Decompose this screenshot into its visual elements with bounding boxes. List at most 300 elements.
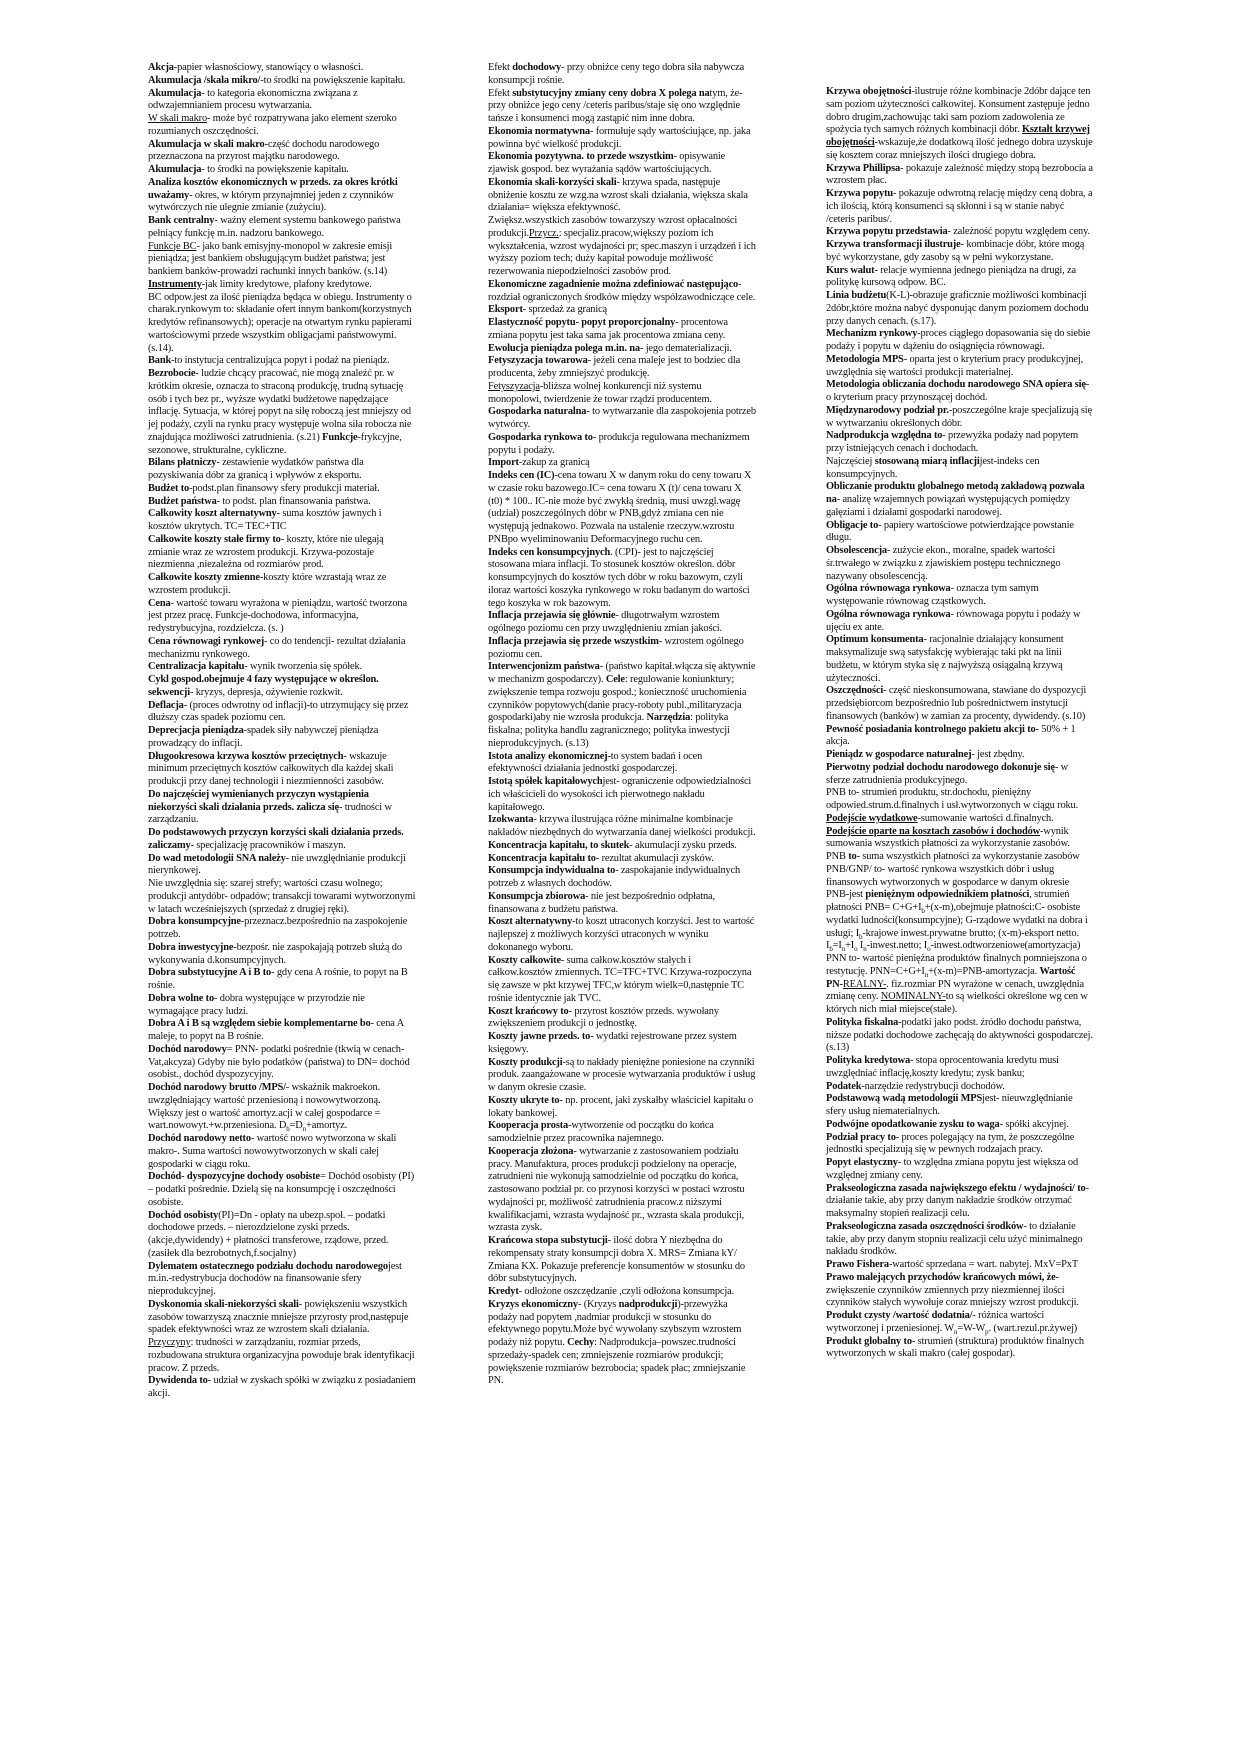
entry-term: Akumulacja /skala mikro/ — [148, 74, 261, 86]
entry-text: REALNY- — [842, 978, 887, 990]
glossary-entry — [488, 661, 756, 750]
entry-text: PNB to- strumień produktu, str.dochodu, pieniężny odpowied.strum.d.finalnych i usł.wytworzonych w ciągu roku. — [826, 787, 1079, 811]
subscript: b — [829, 945, 833, 954]
entry-term: pieniężnym odpowiednikiem płatności — [865, 889, 1030, 901]
entry-text: - równowaga popytu i podaży w ujęciu ex ante. — [826, 608, 1081, 633]
entry-text: = Dochód osobisty (PI) – podatki pośrednie. Dzielą się na konsumpcję i oszczędności osobiste. — [148, 1171, 415, 1208]
entry-term: Bank centralny — [148, 215, 215, 226]
entry-text: - krzywa spada, następuje obniżenie kosztu ze wzg.na wzrost skali działania, większa skala działania= większa efektywność. — [488, 176, 748, 214]
entry-text: - powiększeniu wszystkich zasobów towarzyszą znacznie mniejsze przyrosty prod,następuje spadek efektywności wraz ze wzrostem skali działania. — [148, 1298, 409, 1336]
glossary-entry — [148, 942, 416, 968]
glossary-entry — [148, 534, 416, 572]
entry-text: PNB — [826, 851, 849, 862]
entry-text: - wzrostem ogólnego poziomu cen. — [488, 635, 744, 660]
entry-text: - cena A maleje, to popyt na B rośnie. — [148, 1018, 404, 1042]
entry-term: Krańcowa stopa substytucji — [488, 1235, 608, 1246]
entry-term: Narzędzia — [646, 712, 691, 724]
glossary-entry — [826, 1259, 1094, 1272]
glossary-entry — [488, 343, 756, 356]
glossary-entry — [148, 139, 416, 165]
glossary-entry — [826, 1081, 1094, 1094]
glossary-entry — [488, 215, 756, 279]
entry-text: - kryzys, depresja, ożywienie rozkwit. — [189, 686, 343, 698]
entry-term: Podejście wydatkowe — [826, 812, 918, 824]
entry-term: Kooperacja złożona — [488, 1145, 574, 1157]
subscript: o — [927, 945, 931, 954]
entry-term: Obsolescencja — [826, 545, 887, 556]
glossary-entry — [826, 86, 1094, 163]
glossary-entry — [148, 368, 416, 457]
entry-text: - (Kryzys — [577, 1298, 619, 1310]
glossary-column-3 — [826, 86, 1094, 1361]
entry-term: Akcja- — [148, 62, 178, 73]
glossary-entry — [148, 751, 416, 789]
entry-text: - wskaźnik makroekon. uwzględniający wartość przeniesioną i nowowytworzoną. Większy jest o wartość amortyz.acji w całej gospodarce = wart.nowowyt.+w.przeniesiona. D — [148, 1082, 381, 1132]
entry-term: Polityka fiskalna — [826, 1016, 899, 1028]
entry-text: - wytwarzanie z zastosowaniem podziału pracy. Manufaktura, proces produkcji podzielony na operacje, zatrudnieni nie wykonują samodzielnie od początku do końca, zastosowano podział pr. co przynosi korzyści w postaci wzrostu wydajności pr, możliwość zatrudnienia pracow.z niższymi kwalifikacjami, wzrasta wydajność pr., wzrasta skala produkcji, wzrasta zysk. — [488, 1145, 745, 1234]
glossary-entry — [148, 1210, 416, 1261]
glossary-entry — [488, 1057, 756, 1095]
glossary-entry — [148, 241, 416, 292]
glossary-entry — [488, 1235, 756, 1286]
entry-text: - wydatki rejestrowane przez system księgowy. — [488, 1031, 737, 1055]
entry-text: +(x-m)=PNB-amortyzacja. — [928, 965, 1040, 977]
entry-text: - suma wszystkich płatności za wykorzystanie zasobów — [856, 851, 1080, 862]
entry-term: Kurs walut — [826, 264, 875, 276]
entry-text: Przyczyny — [148, 1337, 191, 1348]
entry-text: tym, że- przy obniżce jego ceny /ceteris paribus/staje się ono względnie tańsze i konsumenci mogą zastąpić nim inne dobra. — [488, 87, 743, 124]
glossary-entry — [826, 1336, 1094, 1362]
glossary-entry — [148, 789, 416, 827]
entry-term: Krzywa obojętności — [826, 86, 912, 97]
entry-text: BC odpow.jest za ilość pieniądza będąca w obiegu. Instrumenty o charak.rynkowym to: składanie ofert innym bankom(korzystnych kredytów refinansowych); operacje na otwartym rynku papierami wartościowymi przede wszystkim obligacjami państwowymi. (s.14). — [148, 291, 412, 354]
glossary-entry — [148, 916, 416, 942]
entry-term: Do podstawowych przyczyn korzyści skali działania przeds. zaliczamy — [148, 827, 404, 851]
entry-text: I — [857, 940, 864, 952]
glossary-entry — [148, 164, 416, 177]
glossary-entry — [826, 1183, 1094, 1221]
glossary-entry — [488, 547, 756, 611]
glossary-entry — [488, 457, 756, 470]
entry-term: Izokwanta — [488, 814, 534, 826]
glossary-entry — [488, 636, 756, 662]
entry-text: -to środki na powiększenie kapitału. — [260, 74, 406, 86]
entry-term: Podwójne opodatkowanie zysku to waga — [826, 1118, 1000, 1130]
glossary-entry — [826, 354, 1094, 380]
entry-term: Deflacja — [148, 699, 184, 711]
glossary-entry — [826, 456, 1094, 482]
entry-text: - pokazuje zależność między stopą bezrobocia a wzrostem płac. — [826, 162, 1093, 187]
subscript: b — [859, 932, 863, 941]
entry-text: - relacje wymienna jednego pieniądza na drugi, za politykę kursową odpow. BC. — [826, 264, 1076, 289]
entry-text: - w sferze zatrudnienia produkcyjnego. — [826, 761, 1068, 786]
entry-text: PNB-jest — [826, 889, 866, 901]
glossary-entry — [148, 572, 416, 598]
entry-text: -to system badań i ocen efektywności działania jednostki gospodarczej. — [488, 750, 703, 775]
entry-text: - to kategoria ekonomiczna związana z odwzajemnianiem procesu wytwarzania. — [148, 87, 358, 112]
entry-text: - koszty, które nie ulegają zmianie wraz ze wzrostem produkcji. Krzywa-pozostaje niezmienna ,niezależna od rozmiarów prod. — [148, 533, 384, 571]
entry-term: Prakseologiczna zasada największego efektu / wydajności/ to — [826, 1182, 1086, 1194]
entry-text: - (proces odwrotny od inflacji)-to utrzymujący się przez dłuższy czas spadek poziomu cen. — [148, 699, 409, 724]
entry-text: : Nadprodukcja–powszec.trudności sprzedaży-spadek cen; zmniejszenie rozmiarów produkcji; powiększenie rozmiarów bezrobocia; spadek płac; zmniejszanie PN. — [488, 1337, 746, 1387]
entry-term: Analiza kosztów ekonomicznych w przeds. za okres krótki uważamy — [148, 176, 398, 201]
entry-text: -cena towaru X w danym roku do ceny towaru X w czasie roku bazowego.IC= cena towaru X (t)/ cena towaru X (t0) * 100.. IC-nie może być zwykłą średnią, musi uwzgl.wagę (udział) poszczególnych dóbr w PNB,gdyż zmiana cen nie występują jednakowo. Pozwala na ustalenie rzeczyw.wzrostu PNBpo wyeliminowaniu Deformacyjnego ruchu cen. — [488, 470, 752, 545]
entry-text: -bliższa wolnej konkurencji niż systemu monopolowi, twierdzenie że towar rządzi producentem. — [488, 380, 712, 405]
entry-text: jest m.in.-redystrybucja dochodów na finansowanie sfery nieprodukcyjnej. — [148, 1260, 402, 1297]
entry-text: - zestawienie wydatków państwa dla pozyskiwania dóbr za granicą i wpływów z eksportu. — [148, 457, 364, 481]
entry-term: Całkowite koszty stałe firmy to — [148, 533, 281, 545]
glossary-entry — [826, 226, 1094, 239]
entry-text: -sumowanie wartości d.finalnych. — [917, 812, 1054, 824]
entry-term: Ekonomiczne zagadnienie można zdefiniować następująco — [488, 278, 739, 290]
entry-text: -część dochodu narodowego przeznaczona na przyrost majątku narodowego. — [148, 138, 380, 163]
entry-text: jest- nieuwzględnianie sfery usług niematerialnych. — [826, 1093, 1073, 1117]
entry-text: - ludzie chcący pracować, nie mogą znaleźć pr. w krótkim okresie, oznacza to straconą produkcję, trudną sytuację osób i tych bez pr., wyższe wydatki budżetowe napędzające inflację. Sytuacja, w której popyt na siłę roboczą jest mniejszy od jej podaży, czyli na rynku pracy występuje wolna siła robocza nie znajdująca możliwości zatrudnienia. (s.21) — [148, 368, 412, 443]
glossary-entry — [826, 1132, 1094, 1158]
entry-term: Metodologia obliczania dochodu narodowego SNA opiera się — [826, 379, 1086, 391]
entry-term: Dobra konsumpcyjne — [148, 916, 241, 928]
entry-term: Elastyczność popytu- popyt proporcjonalny — [488, 317, 676, 328]
entry-term: Istotą spółek kapitałowych — [488, 776, 603, 787]
entry-text: - różnica wartości wytworzonej i przeniesionej. W — [826, 1310, 1045, 1334]
entry-text: - produkcja regulowana mechanizmem popytu i podaży. — [488, 431, 750, 456]
entry-text: - okres, w którym przynajmniej jeden z czynników wytwórczych nie ulegnie zmianie (zużyciu). — [148, 189, 394, 214]
entry-text: - zużycie ekon., moralne, spadek wartości śr.trwałego w związku z zjawiskiem postępu technicznego nazywany obsolescencją. — [826, 545, 1061, 582]
glossary-entry — [148, 674, 416, 700]
entry-text: jest-indeks cen konsumpcyjnych. — [826, 455, 1040, 480]
entry-term: Ekonomia pozytywna. to przede wszystkim — [488, 151, 674, 163]
glossary-entry — [826, 762, 1094, 788]
entry-term: Podejście oparte na kosztach zasobów i dochodów — [826, 825, 1041, 837]
entry-term: Inflacja przejawia się głównie — [488, 610, 616, 622]
entry-term: Dochód narodowy brutto /MPS/ — [148, 1082, 286, 1093]
glossary-entry — [826, 430, 1094, 456]
entry-text: - zależność popytu względem ceny. — [947, 226, 1090, 238]
glossary-column-2 — [488, 62, 756, 1388]
glossary-entry — [148, 88, 416, 114]
entry-term: Inflacja przejawia się przede wszystkim — [488, 635, 659, 647]
entry-text: - krzywa ilustrująca różne minimalne kombinacje nakładów niezbędnych do wytwarzania danej wielkości produkcji. — [488, 814, 756, 838]
entry-text: W skali makro — [148, 113, 208, 124]
glossary-entry — [148, 177, 416, 215]
entry-term: Mechanizm rynkowy — [826, 328, 918, 340]
glossary-entry — [826, 724, 1094, 750]
entry-text: - ważny element systemu bankowego państwa pełniący funkcję m.in. nadzoru bankowego. — [148, 215, 401, 239]
entry-term: Koncentracja kapitału, to skutek — [488, 839, 630, 851]
entry-text: - dobra występujące w przyrodzie nie wymagające pracy ludzi. — [148, 992, 365, 1017]
entry-text: - to środki na powiększenie kapitału. — [201, 164, 349, 175]
entry-text: = PNN- podatki pośrednie (tkwią w cenach-Vat,akcyza) Gdyby nie było podatków (państwa) to DN= dochód osobist., dochód dyspozycyjny. — [148, 1043, 410, 1081]
glossary-entry — [148, 62, 416, 75]
entry-text: jest- ograniczenie odpowiedzialności ich właścicieli do wysokości ich pierwotnego nakładu kapitałowego. — [488, 776, 752, 813]
glossary-entry — [148, 725, 416, 751]
glossary-entry — [488, 304, 756, 317]
glossary-entry — [826, 583, 1094, 609]
entry-text: - trudności w zarządzaniu. — [148, 801, 392, 826]
entry-term: substytucyjny zmiany ceny dobra X polega na — [512, 87, 710, 99]
entry-term: Koszt krańcowy to — [488, 1005, 569, 1017]
entry-text: -krajowe inwest.prywatne brutto; (x-m)-eksport netto. I — [826, 927, 1079, 952]
subscript: o — [854, 945, 858, 954]
entry-text: -bezpośr. nie zaspokajają potrzeb służą do wykonywania d.konsumpcyjnych. — [148, 941, 402, 966]
glossary-entry — [826, 163, 1094, 189]
glossary-entry — [826, 953, 1094, 1017]
glossary-entry — [148, 661, 416, 674]
glossary-entry — [488, 955, 756, 1006]
glossary-entry — [148, 1261, 416, 1299]
entry-text: to są wielkości określone wg cen w których nich miał miejsce(stałe). — [826, 991, 1088, 1015]
entry-term: Kształt krzywej obojętności — [826, 124, 1090, 148]
glossary-entry — [488, 1286, 756, 1299]
entry-term: Funkcje — [322, 431, 358, 443]
entry-text: -podatki jako podst. źródło dochodu państwa, niższe podatki dochodowe zachęcają do aktywności gospodarczej.(s.13) — [826, 1016, 1093, 1054]
entry-term: Całkowite koszty zmienne — [148, 572, 260, 583]
entry-term: Dobra wolne to — [148, 992, 215, 1004]
entry-text: - przewyżka podaży nad popytem przy istniejących cenach i dochodach. — [826, 430, 1079, 454]
glossary-entry — [148, 878, 416, 916]
entry-text: : trudności w zarządzaniu, rozmiar przeds, rozbudowana struktura organizacyjna powoduje brak identyfikacji pracow. Z przeds. — [148, 1337, 415, 1374]
glossary-entry — [826, 379, 1094, 405]
entry-term: Prawo Fishera — [826, 1259, 889, 1270]
entry-text: - suma całkow.kosztów stałych i całkow.kosztów zmiennych. TC=TFC+TVC Krzywa-rozpoczyna się zawsze w pkt krzywej TFC,w którym wielk=0,następnie TC rośnie identycznie jak TVC. — [488, 954, 752, 1004]
entry-text: - wynik tworzenia się spółek. — [244, 661, 362, 673]
glossary-entry — [148, 1171, 416, 1209]
entry-text: - formułuje sądy wartościujące, np. jaka powinna być wielkość produkcji. — [488, 125, 751, 150]
glossary-entry — [826, 520, 1094, 546]
entry-term: Produkt globalny to — [826, 1335, 912, 1347]
entry-text: -wynik sumowania wszystkich płatności za wykorzystanie zasobów. — [826, 825, 1070, 850]
glossary-entry — [148, 508, 416, 534]
entry-term: Ewolucja pieniądza polega m.in. na — [488, 342, 640, 354]
entry-text: -zakup za granicą — [518, 457, 590, 469]
entry-text: - udział w zyskach spółki w związku z posiadaniem akcji. — [148, 1375, 416, 1399]
entry-term: Linia budżetu — [826, 290, 887, 301]
glossary-entry — [148, 292, 416, 356]
glossary-entry — [148, 1082, 416, 1133]
entry-term: Koszty jawne przeds. to — [488, 1031, 591, 1042]
entry-term: Interwencjonizm państwa — [488, 661, 600, 673]
entry-text: - oparta jest o kryterium pracy produkcyjnej, uwzględnia się wartości produkcji materialnej. — [826, 353, 1084, 378]
entry-term: Krzywa popytu przedstawia — [826, 226, 948, 238]
entry-term: Podstawową wadą metodologii MPS — [826, 1093, 983, 1105]
entry-term: Ogólna równowaga rynkowa — [826, 608, 951, 620]
glossary-entry — [148, 75, 416, 88]
glossary-entry — [148, 457, 416, 483]
entry-text: - kombinacje dóbr, które mogą być wykorzystane, gdy zasoby są w pełni wykorzystane. — [826, 239, 1085, 263]
entry-term: Kryzys ekonomiczny — [488, 1298, 578, 1310]
entry-text: =W-W — [957, 1322, 986, 1334]
entry-text: Najczęściej — [826, 455, 875, 467]
entry-term: Cena — [148, 597, 171, 609]
entry-term: Import — [488, 457, 519, 469]
entry-text: -ilustruje różne kombinacje 2dóbr dające ten sam poziom użyteczności całkowitej. Konsument zastępuje jedno dobro drugim,zachowując taki sam poziom zadowolenia ze spożycia tych samych różnych kombinacji dóbr. — [826, 86, 1091, 136]
entry-text: NOMINALNY- — [880, 991, 946, 1003]
entry-text: - to wytwarzanie dla zaspokojenia potrzeb wytwórcy. — [488, 406, 756, 430]
entry-term: Fetyszyzacja towarowa — [488, 355, 588, 367]
subscript: n — [841, 945, 846, 954]
glossary-entry — [826, 1221, 1094, 1259]
entry-term: Dobra inwestycyjne — [148, 941, 234, 953]
entry-text: -to koszt utraconych korzyści. Jest to wartość najlepszej z możliwych korzyści utraconych w wyniku dokonanego wyboru. — [488, 916, 755, 953]
glossary-entry — [148, 496, 416, 509]
entry-text: - jako bank emisyjny-monopol w zakresie emisji pieniądza; jest bankiem obsługującym budżet państwa; jest bankiem banków-prowadzi rachunki innych banków. (s.14) — [148, 240, 393, 277]
glossary-entry — [488, 470, 756, 547]
glossary-entry — [488, 62, 756, 88]
entry-term: Indeks cen (IC) — [488, 470, 555, 481]
entry-term: Popyt elastyczny — [826, 1157, 898, 1168]
entry-text: , strumień płatności PNB= C+G+I — [826, 889, 1070, 913]
glossary-entry — [488, 1095, 756, 1121]
entry-text: - pokazuje odwrotną relację między ceną dobra, a ich ilością, którą konsumenci są skłonni i są w stanie nabyć /ceteris paribus/. — [826, 188, 1093, 225]
glossary-entry — [826, 1157, 1094, 1183]
entry-text: Efekt — [488, 62, 513, 73]
glossary-entry — [148, 700, 416, 726]
entry-text: papier własnościowy, stanowiący o własności. — [177, 62, 364, 73]
entry-text: - stopa oprocentowania kredytu musi uwzględniać inflację,koszty kredytu; zysk banku; — [826, 1055, 1059, 1079]
entry-text: =I — [832, 940, 842, 952]
entry-term: Koszty ukryte to — [488, 1094, 560, 1106]
glossary-entry — [488, 1299, 756, 1388]
entry-text: - oznacza tym samym występowanie równowag cząstkowych. — [826, 583, 1039, 607]
entry-text: -wartość sprzedana = wart. nabytej. MxV=PxT — [888, 1259, 1079, 1270]
entry-term: Obligacje to — [826, 519, 879, 531]
entry-text: - o kryterium pracy przynoszącej dochód. — [826, 379, 1090, 403]
glossary-entry — [488, 177, 756, 215]
entry-text: : regulowanie koniunktury; zwiększenie tempa rozwoju gospod.; konieczność uruchomienia czynników popytowych(danie pracy-roboty publ.,militaryzacja gospodarki)aby nie wzrosła produkcja. — [488, 674, 747, 724]
entry-term: Dyskonomia skali-niekorzyści skali — [148, 1298, 299, 1310]
entry-text: - to względna zmiana popytu jest większa od względnej zmiany ceny. — [826, 1157, 1079, 1181]
glossary-entry — [488, 1006, 756, 1032]
glossary-entry — [826, 864, 1094, 890]
glossary-entry — [488, 126, 756, 152]
subscript: p — [985, 1327, 989, 1336]
glossary-entry — [826, 290, 1094, 328]
entry-text: - strumień (struktura) produktów finalnych wytworzonych w skali makro (całej gospodar). — [826, 1335, 1084, 1360]
entry-text: . (wart.rezul.pr.żywej) — [988, 1322, 1078, 1334]
entry-term: Polityka kredytowa — [826, 1055, 910, 1066]
glossary-entry — [826, 1093, 1094, 1119]
entry-text: -poszczególne kraje specjalizują się w wytwarzaniu określonych dóbr. — [826, 404, 1092, 429]
entry-text: - jego dematerializacji. — [639, 342, 732, 354]
entry-term: Koszty produkcji — [488, 1056, 563, 1068]
entry-term: Dochód narodowy — [148, 1043, 227, 1055]
entry-term: Krzywa popytu — [826, 188, 894, 199]
glossary-entry — [826, 265, 1094, 291]
entry-text: Nie uwzględnia się: szarej strefy; wartości czasu wolnego; produkcji antydóbr- odpadów; transakcji towarami wytworzonymi w latach wcześniejszych (sprzedaż z drugiej ręki). — [148, 878, 416, 915]
entry-text: - długotrwałym wzrostem ogólnego poziomu cen przy uwzględnieniu zmian jakości. — [488, 610, 722, 634]
entry-text: -spadek siły nabywczej pieniądza prowadzący do inflacji. — [148, 725, 379, 749]
entry-text: -podst.plan finansowy sfery produkcji materiał. — [189, 482, 380, 494]
entry-term: Deprecjacja pieniądza — [148, 725, 244, 736]
entry-text: - akumulacji zysku przeds. — [629, 839, 737, 851]
entry-text: Przycz. — [528, 227, 559, 239]
entry-text: - działanie takie, aby przy danym nakładzie środków otrzymać maksymalny stopień realizacji celu. — [826, 1182, 1089, 1219]
glossary-entry — [148, 483, 416, 496]
entry-text: -wskazuje,że dodatkową ilość jednego dobra uzyskuje się kosztem coraz mniejszych ilości drugiego dobra. — [826, 137, 1093, 161]
entry-term: Optimum konsumenta — [826, 634, 924, 646]
entry-term: Produkt czysty /wartość dodatnia/ — [826, 1310, 973, 1321]
entry-text: - nie uwzględnianie produkcji nierynkowej. — [148, 852, 406, 877]
entry-text: +amortyz. — [305, 1120, 348, 1132]
entry-text: -koszty które wzrastają wraz ze wzrostem produkcji. — [148, 572, 387, 596]
entry-text: - suma kosztów jawnych i kosztów ukrytych. TC= TEC+TIC — [148, 508, 382, 532]
glossary-entry — [826, 609, 1094, 635]
glossary-entry — [148, 853, 416, 879]
entry-term: Dywidenda to — [148, 1375, 208, 1387]
glossary-entry — [488, 279, 756, 305]
entry-term: Oszczędności — [826, 685, 884, 697]
entry-term: Kooperacja prosta — [488, 1120, 569, 1132]
entry-term: stosowaną miarą inflacji — [874, 455, 980, 467]
glossary-entry — [488, 355, 756, 381]
glossary-entry — [148, 1133, 416, 1171]
glossary-entry — [488, 88, 756, 126]
entry-text: - proces polegający na tym, że poszczególne jednostki specjalizują się w pewnych rodzajach pracy. — [826, 1131, 1075, 1156]
glossary-entry — [826, 1055, 1094, 1081]
entry-text: -przeznacz.bezpośrednio na zaspokojenie potrzeb. — [148, 916, 408, 940]
glossary-entry — [488, 1031, 756, 1057]
entry-text: - rezultat akumulacji zysków. — [595, 852, 714, 864]
entry-text: - (państwo kapitał.włącza się aktywnie w mechanizm gospodarczy). — [488, 661, 756, 685]
glossary-entry — [826, 634, 1094, 685]
glossary-entry — [826, 328, 1094, 354]
glossary-entry — [826, 1119, 1094, 1132]
glossary-column-1 — [148, 62, 416, 1401]
glossary-entry — [488, 151, 756, 177]
entry-text: - racjonalnie działający konsument maksymalizuje swą satysfakcję wybierając taki pkt na linii budżetu, w którym styka się z najwyższą osiągalną krzywą użyteczności. — [826, 634, 1064, 684]
entry-term: Budżet państwa — [148, 495, 217, 507]
entry-term: Krzywa transformacji ilustruje — [826, 239, 961, 250]
entry-text: - specjalizację pracowników i maszyn. — [190, 839, 346, 851]
entry-text: - zaspokajanie indywidualnych potrzeb z własnych dochodów. — [488, 865, 741, 889]
entry-text: -to instytucja centralizująca popyt i podaż na pieniądz. — [171, 355, 390, 367]
entry-term: Podatek — [826, 1080, 862, 1092]
entry-text: - procentowa zmiana popytu jest taka sama jak procentowa zmiana ceny. — [488, 317, 728, 341]
entry-term: Cykl gospod.obejmuje 4 fazy występujące w określon. sekwencji — [148, 674, 379, 698]
entry-text: -proces ciągłego dopasowania się do siebie podaży i popytu w dążeniu do osiągnięcia równowagi. — [826, 328, 1091, 352]
glossary-entry — [148, 636, 416, 662]
entry-term: Dobra substytucyjne A i B to — [148, 967, 272, 979]
glossary-entry — [148, 598, 416, 636]
glossary-entry — [488, 317, 756, 343]
entry-text: Efekt — [488, 87, 513, 99]
glossary-entry — [826, 405, 1094, 431]
entry-term: Obliczanie produktu globalnego metodą zakładową pozwala na — [826, 481, 1085, 505]
entry-text: -jak limity kredytowe, plafony kredytowe. — [201, 278, 372, 290]
entry-text: - gdy cena A rośnie, to popyt na B rośnie. — [148, 967, 408, 991]
glossary-entry — [826, 851, 1094, 864]
glossary-entry — [488, 610, 756, 636]
entry-term: Dylematem ostatecznego podziału dochodu narodowego — [148, 1260, 388, 1272]
entry-text: - może być rozpatrywana jako element szeroko rozumianych oszczędności. — [148, 113, 397, 137]
entry-text: - rozdział ograniczonych środków między współzawodniczące cele. — [488, 278, 756, 303]
entry-term: Pieniądz w gospodarce naturalnej — [826, 749, 972, 760]
glossary-entry — [148, 1299, 416, 1376]
entry-term: nadprodukcji — [618, 1298, 678, 1310]
subscript: n — [954, 1327, 958, 1336]
glossary-entry — [148, 355, 416, 368]
entry-term: to — [848, 851, 857, 862]
glossary-entry — [148, 1018, 416, 1044]
entry-text: : polityka fiskalna; polityka handlu zagranicznego; polityka inwestycji nieprodukcyjnych. (s.13) — [488, 712, 730, 749]
glossary-entry — [826, 889, 1094, 953]
entry-text: (K-L)-obrazuje graficznie możliwości kombinacji 2dóbr,które można nabyć dysponując danym poziomem dochodu przy danych cenach. (s.17). — [826, 290, 1089, 327]
glossary-entry — [148, 1375, 416, 1401]
entry-text: +I — [845, 940, 855, 952]
entry-term: Pewność posiadania kontrolnego pakietu akcji to — [826, 723, 1036, 735]
entry-text: - papiery wartościowe potwierdzające powstanie długu. — [826, 519, 1074, 544]
entry-term: Metodologia MPS — [826, 353, 904, 365]
